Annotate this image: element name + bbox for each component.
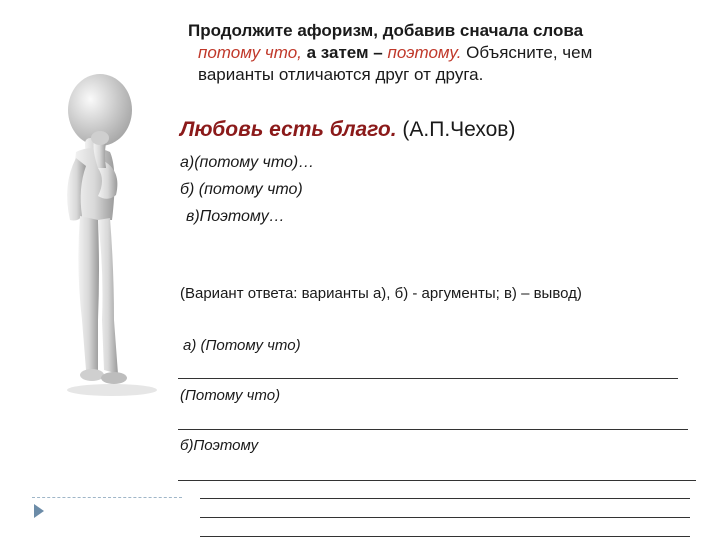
answer-line [178,378,678,379]
highlight-therefore: поэтому. [387,43,462,62]
answer-b-label: (Потому что) [180,387,281,404]
task-instructions [188,20,688,86]
answer-c-label: б)Поэтому [180,437,259,454]
aphorism-author: (А.П.Чехов) [402,118,516,141]
answer-line [178,480,696,481]
task-line-3: варианты отличаются друг от друга. [198,65,484,84]
thinking-person-icon [40,70,180,400]
answer-line [200,498,690,499]
task-line-2-end: Объясните, чем [461,43,593,62]
option-a: а)(потому что)… [180,154,315,171]
highlight-because: потому что, [198,43,302,62]
answer-line [200,536,690,537]
answer-hint: (Вариант ответа: варианты а), б) - аргументы; в) – вывод) [180,285,582,302]
answer-line [178,429,688,430]
option-b: б) (потому что) [180,181,303,198]
task-line-2-mid: а затем – [301,43,388,62]
aphorism [180,118,515,142]
answer-line [200,517,690,518]
thinking-person-illustration [40,70,180,400]
task-line-2 [188,42,688,64]
footer-divider [32,497,182,498]
aphorism-quote: Любовь есть благо. [180,118,397,141]
answer-a-label: а) (Потому что) [183,337,301,354]
arrow-right-icon [34,504,44,518]
option-c: в)Поэтому… [186,208,285,225]
task-line-1: Продолжите афоризм, добавив сначала слова [188,21,584,40]
